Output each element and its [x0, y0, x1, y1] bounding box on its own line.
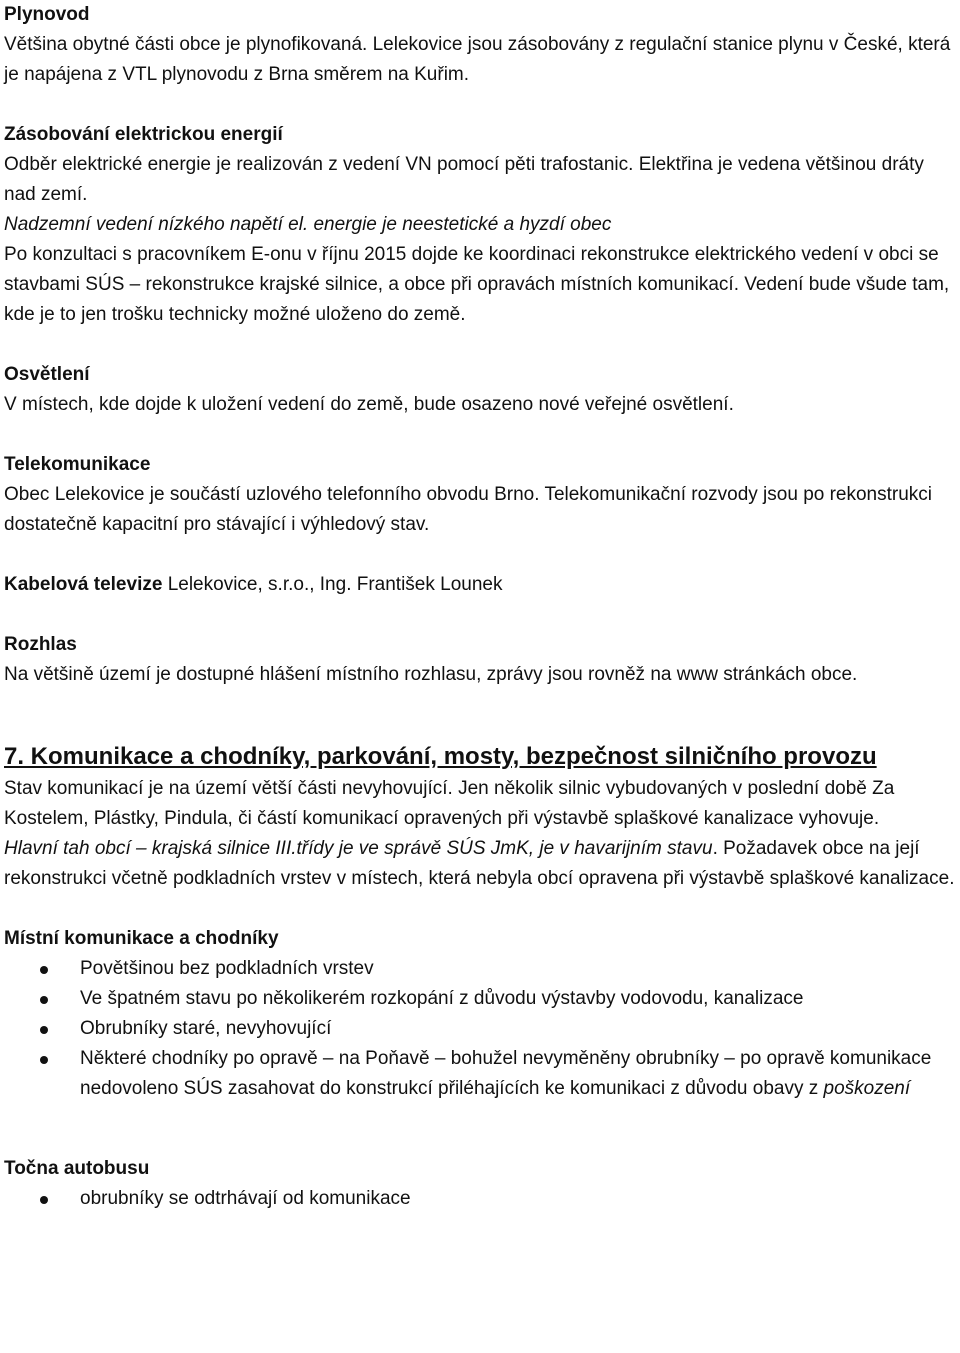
- spacer: [4, 1104, 956, 1154]
- spacer: [4, 420, 956, 450]
- italic-note-elektrina: Nadzemní vedení nízkého napětí el. energie je neestetické a hyzdí obec: [4, 214, 612, 235]
- section-title-elektrina: Zásobování elektrickou energií: [4, 124, 283, 145]
- section-title-osvetleni: Osvětlení: [4, 364, 90, 385]
- komunikace-request: . Požadavek obce na její rekonstrukci včetně podkladních vrstev v místech, která nebyla obcí opravena při výstavbě splaškové kanalizace.: [4, 838, 955, 889]
- paragraph-komunikace: Stav komunikací je na území větší části nevyhovující. Jen několik silnic vybudovaných v poslední době Za Kostelem, Plástky, Pindula, či částí komunikací opravených při výstavbě splaškové kanalizace vyhovuje.: [4, 778, 895, 829]
- section-title-telekomunikace: Telekomunikace: [4, 454, 151, 475]
- bullet-icon: [40, 1196, 48, 1204]
- chapter-title-komunikace: 7. Komunikace a chodníky, parkování, mosty, bezpečnost silničního provozu: [4, 743, 877, 770]
- list-item-text: obrubníky se odtrhávají od komunikace: [80, 1188, 411, 1209]
- list-item-text: Povětšinou bez podkladních vrstev: [80, 958, 374, 979]
- list-item: [4, 1014, 956, 1044]
- section-title-televize: Kabelová televize: [4, 574, 163, 595]
- bullet-list-tocna: [4, 1184, 956, 1214]
- italic-note-komunikace: Hlavní tah obcí – krajská silnice III.třídy je ve správě SÚS JmK, je v havarijním stavu: [4, 838, 713, 859]
- section-title-plynovod: Plynovod: [4, 4, 90, 25]
- spacer: [4, 600, 956, 630]
- list-item: [4, 1044, 956, 1104]
- televize-provider: Lelekovice, s.r.o., Ing. František Lounek: [162, 574, 503, 595]
- list-item-italic: poškození: [823, 1078, 911, 1099]
- spacer: [4, 690, 956, 740]
- spacer: [4, 540, 956, 570]
- list-item: [4, 954, 956, 984]
- bullet-icon: [40, 966, 48, 974]
- list-item: [4, 984, 956, 1014]
- paragraph-osvetleni: V místech, kde dojde k uložení vedení do země, bude osazeno nové veřejné osvětlení.: [4, 394, 734, 415]
- paragraph-elektrina: Odběr elektrické energie je realizován z vedení VN pomocí pěti trafostanic. Elektřina je vedena většinou dráty nad zemí.: [4, 154, 924, 205]
- list-item: [4, 1184, 956, 1214]
- paragraph-rozhlas: Na většině území je dostupné hlášení místního rozhlasu, zprávy jsou rovněž na www stránkách obce.: [4, 664, 858, 685]
- paragraph-televize: [4, 570, 956, 600]
- spacer: [4, 90, 956, 120]
- section-title-rozhlas: Rozhlas: [4, 634, 77, 655]
- bullet-icon: [40, 996, 48, 1004]
- paragraph-elektrina-2: Po konzultaci s pracovníkem E-onu v říjnu 2015 dojde ke koordinaci rekonstrukce elektrického vedení v obci se stavbami SÚS – rekonstrukce krajské silnice, a obce při opravách místních komunikací. Vedení bude všude tam, kde je to jen trošku technicky možné uloženo do země.: [4, 244, 950, 325]
- list-item-text: Ve špatném stavu po několikerém rozkopání z důvodu výstavby vodovodu, kanalizace: [80, 988, 804, 1009]
- paragraph-plynovod: Většina obytné části obce je plynofikovaná. Lelekovice jsou zásobovány z regulační stanice plynu v České, která je napájena z VTL plynovodu z Brna směrem na Kuřim.: [4, 34, 951, 85]
- bullet-list-mistni: [4, 954, 956, 1104]
- spacer: [4, 894, 956, 924]
- section-title-mistni: Místní komunikace a chodníky: [4, 928, 279, 949]
- paragraph-komunikace-2: [4, 834, 956, 894]
- paragraph-telekomunikace: Obec Lelekovice je součástí uzlového telefonního obvodu Brno. Telekomunikační rozvody jsou po rekonstrukci dostatečně kapacitní pro stávající i výhledový stav.: [4, 484, 933, 535]
- bullet-icon: [40, 1026, 48, 1034]
- list-item-text: Některé chodníky po opravě – na Poňavě – bohužel nevyměněny obrubníky – po opravě komunikace nedovoleno SÚS zasahovat do konstrukcí přiléhajících ke komunikaci z důvodu obavy z: [80, 1048, 932, 1099]
- bullet-icon: [40, 1056, 48, 1064]
- section-title-tocna: Točna autobusu: [4, 1158, 150, 1179]
- spacer: [4, 330, 956, 360]
- list-item-text: Obrubníky staré, nevyhovující: [80, 1018, 332, 1039]
